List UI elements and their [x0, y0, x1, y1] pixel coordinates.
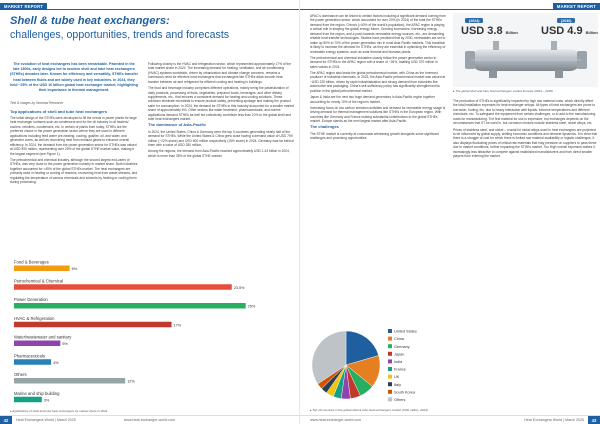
- heat-exchanger-image: [453, 13, 598, 87]
- bar: [14, 284, 232, 290]
- value-2030-unit: Billion: [585, 30, 598, 35]
- legend-swatch: [388, 375, 392, 379]
- bar: [14, 359, 51, 365]
- legend-label: Italy: [394, 382, 401, 387]
- bar: [14, 322, 172, 328]
- magazine-issue-right: Heat Exchangers World | March 2025: [524, 418, 584, 422]
- bar-category-label: Food & Beverages: [14, 259, 49, 265]
- paragraph: Prices of stainless steel, and nickel – crucial for nickel alloys used in heat exchangers are projected to be influenced by global supply, shifting economic conditions and demand dynamics. It is clear that there is a struggle of cost for which there is limited raw material availability or logistic challenges. It also displays fluctuating prices of critical raw materials that may pressure on suppliers to pass these due to market conditions, further impacting the STHEs market. Too High overall expenses makes it increasingly less attractive to compete against established manufacturers and from direct smaller players from entering the market.: [453, 127, 598, 159]
- value-2030-amount: USD 4.9: [541, 25, 583, 37]
- page-number-left: 42: [0, 416, 12, 424]
- figure-1-caption: ▸ Applications of shell and tube heat exchangers by market share in 2024: [10, 409, 108, 413]
- paragraph: The STHE market is currently at crossroads witnessing growth alongside some significant challenges and promising opportunities.: [310, 131, 439, 141]
- bar-value-label: 17%: [173, 323, 182, 328]
- bar-value-label: 12%: [127, 379, 135, 384]
- legend-label: Germany: [394, 344, 410, 349]
- paragraph: The petrochemical and chemical industries closely follow the power generation sector in demand for STHEs in the APAC region with a share of ~26%, totalling USD 370 million in sales values in 2024.: [310, 55, 438, 69]
- pie-caption: ▸ Top 10 countries in the global shell & tube heat exchangers market (USD million, 2024): [310, 408, 428, 412]
- value-2024-amount: USD 3.8: [461, 25, 503, 37]
- paragraph: The production of STHEs is significantly impacted by high raw material costs, which directly affect the total installation expenses for heat exchanger setups. All types of heat exchangers are prone to corrosion, fouling, etc. due to heavy interaction with liquids, extreme temperatures and different chemicals, etc. To safeguard the equipment from certain challenges, or to add to the manufacturing costs for manufacturing. The first material for use is expensive, but exchanges depends on the circumstances that ST be used in, but corrosion choices include stainless steel, nickel alloys, etc.: [453, 99, 596, 126]
- legend-swatch: [388, 329, 392, 333]
- footer-right: [300, 415, 600, 424]
- image-caption-text: The global shell and tube heat exchangers market forecast (2024 – 2030): [455, 89, 553, 93]
- bar-value-label: 4%: [53, 360, 59, 365]
- page-number-right: 43: [588, 416, 600, 424]
- column-4: [453, 99, 598, 160]
- paragraph: The initial design of the STHEs were developed to fill the needs in power plants for large heat exchanger surfaces such as condensers and for the oil industry in oil heaters/ coolers, reboilers, condensers, etc. In certain of plants from today, STHEs are the preferred choice in the power generation sector where they are used in different applications including feed water pre-heating, cooling, gasifier, oil, and water, and generator cores, as well as recovering heat from exhaust gases to enhance overall efficiency. In 2024, the demand from the power generation sector for STHEs was valued at USD 990 million, representing over 25% of the global STHE market value, making it the largest segment (see Figure 1).: [10, 115, 137, 156]
- badge-2030: (2030): [557, 18, 575, 23]
- right-page: [300, 0, 600, 424]
- legend-swatch: [388, 352, 392, 356]
- legend-label: South Korea: [394, 390, 416, 395]
- magazine-issue-left: Heat Exchangers World | March 2025: [16, 418, 76, 422]
- value-2030: [541, 25, 598, 37]
- top-rule-left: [0, 9, 299, 10]
- bar-value-label: 3%: [43, 398, 50, 403]
- heading-asia-pacific: The dominance of Asia-Pacific: [148, 122, 206, 128]
- value-2024: [461, 25, 518, 37]
- bar: [14, 266, 70, 272]
- bar-category-label: Power Generation: [14, 297, 48, 302]
- heading-challenges: The challenges: [310, 124, 339, 130]
- bar-category-label: Marine and ship building: [14, 390, 60, 396]
- pie-caption-text: Top 10 countries in the global shell & tube heat exchangers market (USD million, 2024): [312, 408, 428, 412]
- badge-2024: (2024): [465, 18, 483, 23]
- bar-value-label: 23.5%: [233, 285, 245, 290]
- legend-swatch: [388, 359, 392, 363]
- bar: [14, 341, 60, 347]
- bar-value-label: 5%: [62, 342, 68, 346]
- column-2: [148, 62, 294, 160]
- legend-swatch: [388, 344, 392, 348]
- bar-chart-svg: [10, 258, 295, 408]
- bar: [14, 378, 125, 384]
- website-left[interactable]: www.heat-exchanger-world.com: [123, 418, 176, 422]
- countries-pie-chart: [310, 323, 450, 407]
- bar-category-label: HVAC & Refrigeration: [14, 315, 55, 321]
- paragraph: APAC's dominance can be linked to certain factors including a significant demand coming from the power generation sector, which accounted for over 20% (in 2024) of the total the STHEs demand from the region. China's (>40% of the world's population), the APAC region is playing a critical role in shaping the global energy future. Growing economies, increasing energy demand from the region, and a push towards renewable energy sources, etc., are demanding reliable heat transfer technologies. Studies have predicted that by 2030, renewables are set to make up 50% to 70% of the power generation mix in most Asia Pacific markets. This transition is likely to increase the demand for STHEs, as they are essential in optimizing the efficiency of renewable energy systems, such as solar thermal and biomass plants.: [310, 14, 446, 54]
- website-right[interactable]: www.heat-exchanger-world.com: [310, 418, 362, 422]
- paragraph: The APAC region also leads the global petrochemical market, with China as the foremost producer of industrial chemicals. In 2023, the Asia-Pacific petrochemical market was valued at ~USD 220 billion, driven by rapid industrialization and strong demand from industries like automotive and packaging. China's self-sufficiency policy has significantly strengthened its position in the global petrochemical market.: [310, 71, 446, 93]
- legend-swatch: [388, 367, 392, 371]
- bar-value-label: 25%: [247, 304, 256, 309]
- bar-category-label: Water/wastewater and sanitary: [14, 334, 72, 340]
- section-tag-right: MARKET REPORT: [553, 3, 600, 10]
- paragraph: In 2024, the United States, China & Germany were the top 3 countries generating nearly half of the demand for STHEs. While the United States & China grew close having a demand value of USD 799 million (~22% share) and USD 600 million respectively (15% share) in 2024, Germany was far behind them with a value of USD 280 million.: [148, 129, 294, 148]
- article-title: Shell & tube heat exchangers:: [10, 15, 170, 27]
- legend-swatch: [388, 337, 392, 341]
- bar: [14, 397, 42, 403]
- legend-label: India: [394, 360, 403, 364]
- bar-value-label: 6%: [71, 267, 78, 271]
- paragraph: The food and beverage industry comprises different operations, mainly being the pasteurization of dairy products, processing of fruits, vegetables, prepared foods, beverages, and other dietary supplements, etc., that ensures a consistent demand for heating and cooling solutions. These solutions eliminate microbials to ensure product safety, preventing spoilage and making the product safer for consumption. In 2024, the demand for STHEs in this industry accounted for a smaller market share of approximately 6%. Other sectors like water treatment, pharmaceuticals, and marine applications demand STHEs as well but collectively contribute less than 10% to the global shell and tube heat exchangers market.: [148, 86, 294, 122]
- image-caption: ▸ The global shell and tube heat exchangers market forecast (2024 – 2030): [453, 89, 553, 93]
- value-2024-unit: Billion: [505, 30, 518, 35]
- legend-label: China: [394, 337, 404, 342]
- legend-label: Others: [394, 398, 406, 402]
- footer-left: [0, 415, 299, 424]
- legend-swatch: [388, 382, 392, 386]
- pie-chart-svg: [310, 323, 450, 407]
- bar-chart-caption: Applications of shell and tube heat exchangers by market share in 2024: [12, 409, 108, 413]
- paragraph: Following closely is the HVAC and refrigeration sector, which represented approximately 17% of the total market share in 2024. The increasing demand for heating, ventilation, and air conditioning (HVAC) systems worldwide, driven by urbanization and climate change concerns, remains a continuous need for effective heat exchangers that exchangers like STHEs allow smooth heat transfer between air and refrigerant for efficient cooling and heating in buildings.: [148, 62, 292, 84]
- heading-top-applications: Top applications of shell and tube heat exchangers: [10, 108, 108, 114]
- legend-label: United States: [394, 329, 417, 334]
- column-3: [310, 14, 446, 143]
- article-subtitle: challenges, opportunities, trends and forecasts: [10, 29, 230, 41]
- section-tag-left: MARKET REPORT: [0, 3, 47, 10]
- legend-swatch: [388, 390, 392, 394]
- column-1: [10, 108, 138, 186]
- paragraph: Among the regions, the demand from Asia-Pacific reached approximately USD 1.43 billion in 2024, which is more than 35% of the global STHE market.: [148, 149, 290, 158]
- standfirst: The evolution of heat exchangers has been remarkable. Patented in the late 1800s, early designs led to modern shell and tube heat exchangers (STHEs) decades later. Known for efficiency and versatility, STHEs transfer heat between fluids and are widely used in key industries. In 2024, they held ~25% of the USD 16 billion global heat exchanger market, highlighting their importance in thermal management.: [10, 62, 138, 93]
- paragraph: Japan & India are the next two huge demand generators in Asia-Pacific region together accounting for nearly 10% of the region's market.: [310, 95, 436, 104]
- legend-swatch: [388, 397, 392, 401]
- paragraph: Increasing focus on low carbon emission activities and demand for renewable energy usage is driving demand for thermal management solutions like STHEs in the European region. With countries like Germany and France making substantial contributions to the global STHEs market. Europe stands as the next largest market after Asia-Pacific.: [310, 105, 446, 124]
- legend-label: UK: [394, 375, 400, 380]
- legend-label: Japan: [394, 352, 405, 357]
- top-rule-right: [300, 9, 600, 10]
- bar-category-label: Pharmaceuticals: [14, 353, 45, 359]
- bar-category-label: Others: [14, 372, 27, 377]
- legend-label: France: [394, 367, 406, 372]
- paragraph: The petrochemical and chemical industry, although the second largest end-users of STHEs, was very close to the power generation industry in market share. Both industries together accounted for >45% of the global STHEs market. The heat exchangers are primarily used in heating or cooling of reactors, recovering heat from waste streams, and regulating the temperature of various chemicals and solvents by heating or cooling them during processing.: [10, 157, 138, 185]
- bar-category-label: Petrochemical & Chemical: [14, 278, 64, 284]
- bar: [14, 303, 246, 309]
- applications-bar-chart: [10, 258, 295, 410]
- byline: Text & images by Nominal Research: [10, 101, 64, 105]
